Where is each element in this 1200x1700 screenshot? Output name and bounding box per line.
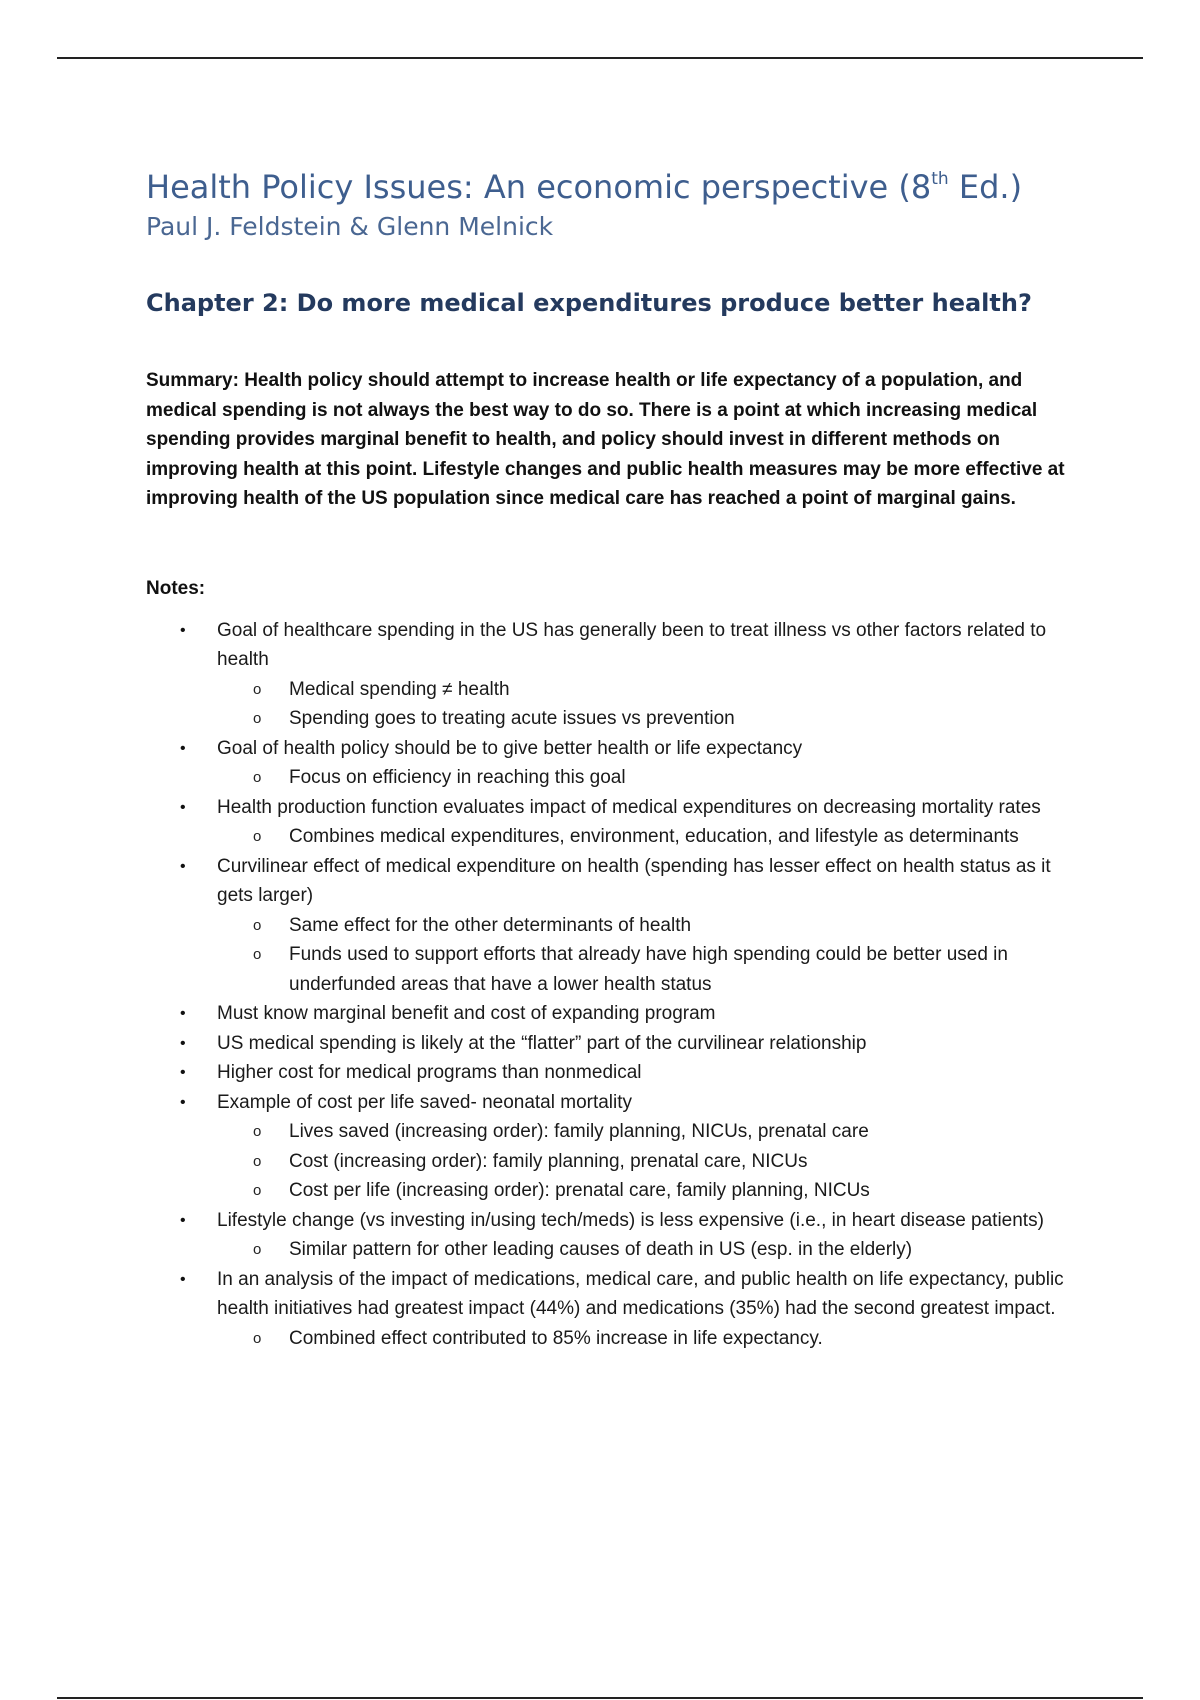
summary-paragraph: Summary: Health policy should attempt to increase health or life expectancy of a population, and medical spending is not always the best way to do so. There is a point at which increasing medical spending provides marginal benefit to health, and policy should invest in different methods on improving health at this point. Lifestyle changes and public health measures may be more effective at improving health of the US population since medical care has reached a point of marginal gains. (146, 370, 1065, 509)
note-item (146, 734, 1086, 793)
sub-notes-list (217, 763, 1086, 793)
sub-note-item (216, 763, 1086, 793)
note-item (146, 1029, 1086, 1059)
hollow-bullet-icon: o (253, 769, 262, 786)
sub-note-text: Spending goes to treating acute issues vs prevention (289, 708, 735, 729)
bullet-icon: • (180, 739, 186, 757)
bullet-icon: • (180, 1270, 186, 1288)
note-text: Lifestyle change (vs investing in/using tech/meds) is less expensive (i.e., in heart disease patients) (217, 1209, 1044, 1231)
hollow-bullet-icon: o (253, 1123, 262, 1140)
bullet-icon: • (180, 621, 186, 639)
sub-note-text: Focus on efficiency in reaching this goal (289, 767, 626, 788)
sub-note-text: Combines medical expenditures, environment, education, and lifestyle as determinants (289, 826, 1019, 847)
hollow-bullet-icon: o (253, 710, 262, 727)
sub-notes-list (217, 1324, 1086, 1354)
hollow-bullet-icon: o (253, 1241, 262, 1258)
note-text: Must know marginal benefit and cost of expanding program (217, 1003, 716, 1024)
notes-label: Notes: (146, 577, 206, 599)
bullet-icon: • (180, 1064, 186, 1081)
note-text: US medical spending is likely at the “flatter” part of the curvilinear relationship (217, 1032, 867, 1054)
chapter-heading: Chapter 2: Do more medical expenditures produce better health? (146, 289, 1032, 317)
hollow-bullet-icon: o (253, 946, 262, 963)
sub-note-item (216, 675, 1086, 705)
bullet-icon: • (180, 1034, 186, 1052)
top-rule (57, 57, 1143, 59)
sub-note-item (216, 704, 1086, 734)
hollow-bullet-icon: o (253, 680, 262, 698)
sub-note-text: Cost (increasing order): family planning, prenatal care, NICUs (289, 1150, 808, 1172)
sub-note-item (216, 1176, 1086, 1206)
hollow-bullet-icon: o (253, 828, 262, 845)
sub-note-item (216, 940, 1086, 999)
bullet-icon: • (180, 798, 186, 816)
title-tail: Ed.) (948, 168, 1023, 206)
bullet-icon: • (180, 1093, 186, 1111)
note-item (146, 999, 1086, 1029)
note-item (146, 616, 1086, 734)
note-text: Health production function evaluates impact of medical expenditures on decreasing mortality rates (217, 796, 1041, 818)
note-item (146, 1206, 1086, 1265)
note-item (146, 793, 1086, 852)
sub-notes-list (217, 1235, 1086, 1265)
bullet-icon: • (180, 857, 186, 875)
sub-note-text: Combined effect contributed to 85% increase in life expectancy. (289, 1327, 823, 1349)
sub-notes-list (217, 675, 1086, 734)
sub-note-item (216, 1324, 1086, 1354)
title-superscript: th (931, 169, 949, 189)
sub-notes-list (217, 822, 1086, 852)
note-item (146, 1265, 1086, 1354)
note-text: Curvilinear effect of medical expenditure on health (spending has lesser effect on health status as it gets larger) (217, 855, 1051, 906)
sub-note-item (216, 911, 1086, 941)
bullet-icon: • (180, 1211, 186, 1229)
note-text: Higher cost for medical programs than nonmedical (217, 1062, 642, 1083)
sub-notes-list (217, 1117, 1086, 1206)
document-authors: Paul J. Feldstein & Glenn Melnick (146, 212, 554, 241)
bullet-icon: • (180, 1005, 186, 1022)
note-item (146, 852, 1086, 1000)
notes-list (146, 616, 1086, 1354)
sub-note-text: Similar pattern for other leading causes of death in US (esp. in the elderly) (289, 1239, 913, 1260)
note-text: In an analysis of the impact of medications, medical care, and public health on life expectancy, public health initiatives had greatest impact (44%) and medications (35%) had the second greatest impact. (217, 1268, 1064, 1319)
sub-note-text: Medical spending ≠ health (289, 678, 510, 700)
document-title (146, 165, 1086, 209)
sub-notes-list (217, 911, 1086, 1000)
note-text: Example of cost per life saved- neonatal mortality (217, 1091, 633, 1113)
sub-note-item (216, 1147, 1086, 1177)
hollow-bullet-icon: o (253, 1152, 262, 1170)
sub-note-item (216, 822, 1086, 852)
sub-note-text: Cost per life (increasing order): prenatal care, family planning, NICUs (289, 1180, 870, 1201)
hollow-bullet-icon: o (253, 1329, 262, 1347)
note-text: Goal of healthcare spending in the US has generally been to treat illness vs other factors related to health (217, 619, 1047, 670)
hollow-bullet-icon: o (253, 1182, 262, 1199)
note-text: Goal of health policy should be to give better health or life expectancy (217, 737, 803, 759)
sub-note-text: Same effect for the other determinants of health (289, 914, 692, 936)
sub-note-text: Funds used to support efforts that already have high spending could be better used in underfunded areas that have a lower health status (289, 944, 1008, 995)
title-main: Health Policy Issues: An economic perspective (8 (146, 168, 932, 206)
sub-note-text: Lives saved (increasing order): family planning, NICUs, prenatal care (289, 1121, 869, 1142)
sub-note-item (216, 1117, 1086, 1147)
hollow-bullet-icon: o (253, 916, 262, 934)
note-item (146, 1058, 1086, 1088)
document-body (146, 165, 1086, 1353)
sub-note-item (216, 1235, 1086, 1265)
note-item (146, 1088, 1086, 1206)
bottom-rule (57, 1697, 1143, 1699)
